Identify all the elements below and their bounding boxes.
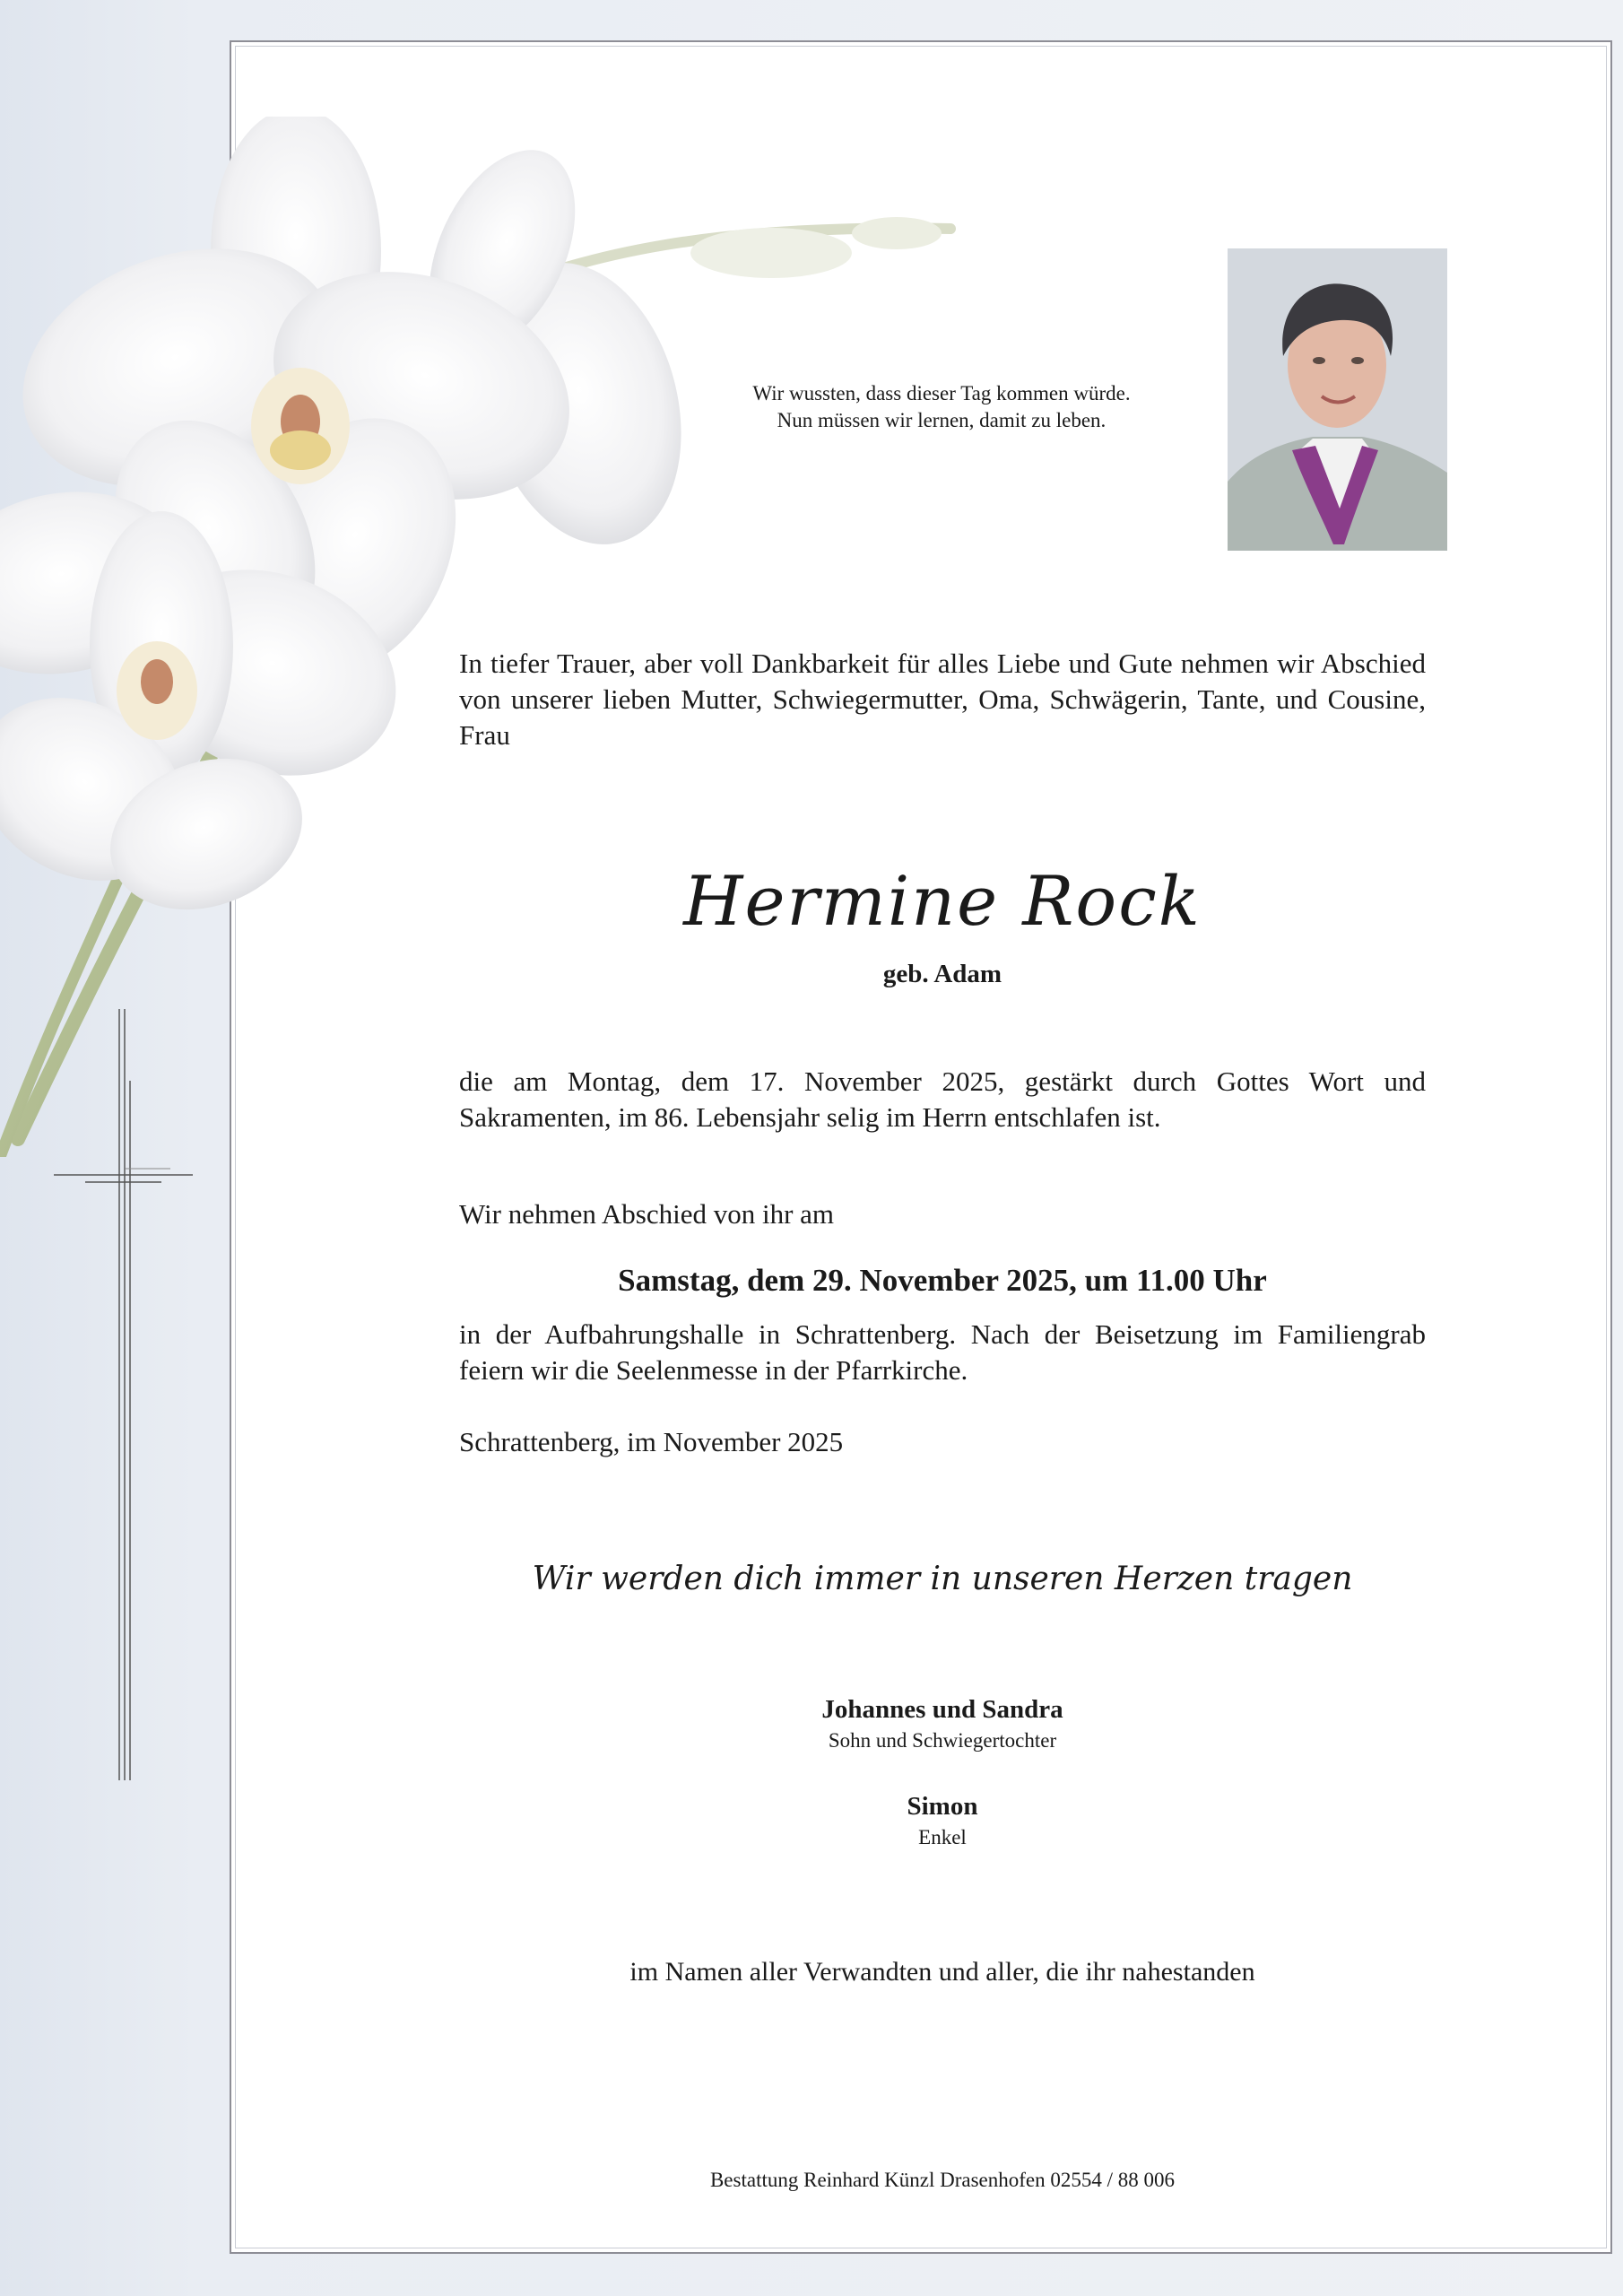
mourner-relation: Sohn und Schwiegertochter	[828, 1729, 1057, 1752]
place-date: Schrattenberg, im November 2025	[459, 1426, 844, 1457]
portrait-photo	[1228, 248, 1447, 551]
quote-line-1: Wir wussten, dass dieser Tag kommen würde.	[752, 382, 1131, 404]
deceased-name: Hermine Rock	[683, 861, 1202, 941]
quote-line-2: Nun müssen wir lernen, damit zu leben.	[777, 409, 1107, 431]
ceremony-datetime: Samstag, dem 29. November 2025, um 11.00 Uhr	[618, 1263, 1267, 1298]
mourner-relation: Enkel	[918, 1826, 967, 1848]
funeral-home-footer: Bestattung Reinhard Künzl Drasenhofen 02554 / 88 006	[709, 2169, 1176, 2191]
mourner-name: Johannes und Sandra	[821, 1695, 1063, 1724]
farewell-intro: Wir nehmen Abschied von ihr am	[459, 1198, 835, 1230]
mourner-name: Simon	[907, 1792, 978, 1821]
death-note: die am Montag, dem 17. November 2025, gestärkt durch Gottes Wort und Sakramenten, im 86. Lebensjahr selig im Herrn entschlafen ist.	[459, 1065, 1426, 1133]
birth-name: geb. Adam	[882, 960, 1002, 988]
closing-line: im Namen aller Verwandten und aller, die ihr nahestanden	[629, 1957, 1255, 1987]
motto: Wir werden dich immer in unseren Herzen tragen	[532, 1561, 1353, 1597]
intro-paragraph: In tiefer Trauer, aber voll Dankbarkeit für alles Liebe und Gute nehmen wir Abschied von unserer lieben Mutter, Schwiegermutter, Oma, Schwägerin, Tante, und Cousine, Frau	[459, 648, 1426, 751]
opening-quote	[628, 380, 1255, 434]
portrait-illustration	[1228, 248, 1447, 551]
ceremony-location: in der Aufbahrungshalle in Schrattenberg. Nach der Beisetzung im Familiengrab feiern wir die Seelenmesse in der Pfarrkirche.	[459, 1318, 1426, 1386]
orchid-illustration	[0, 117, 986, 1157]
cross-icon	[49, 1009, 211, 1780]
